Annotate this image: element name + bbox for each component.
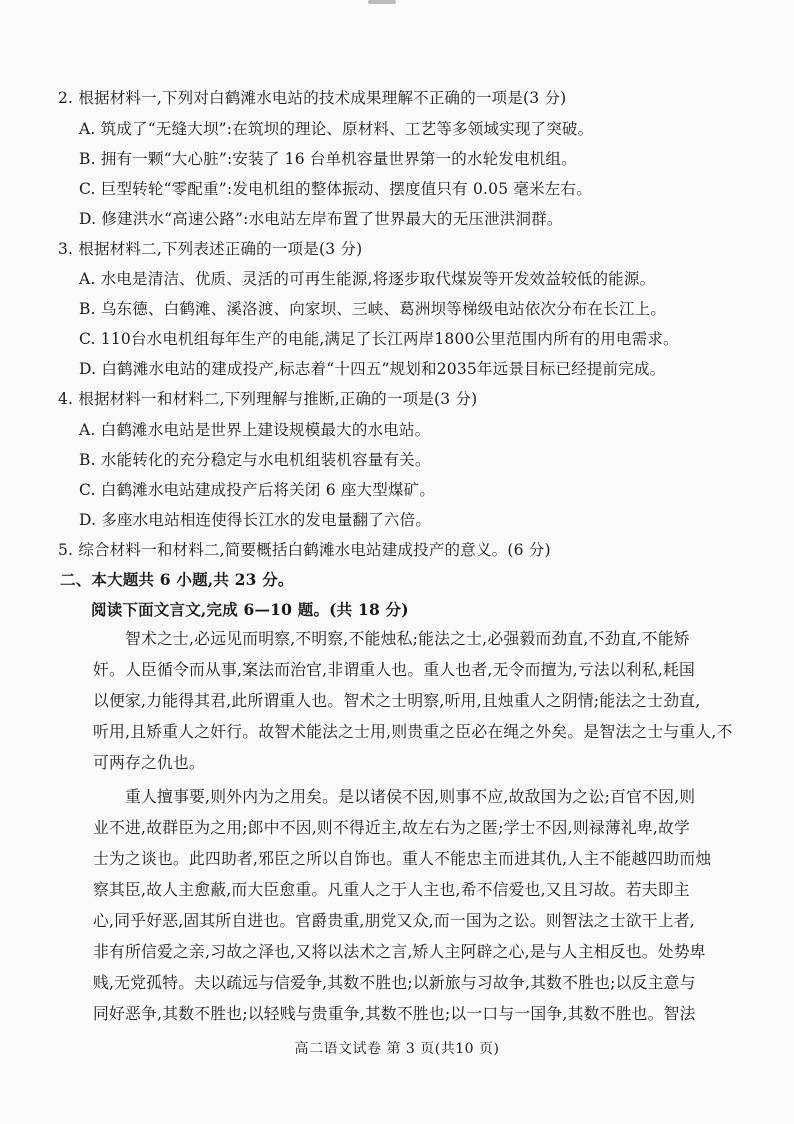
question-3-option-c: C. 110台水电机组每年生产的电能,满足了长江两岸1800公里范围内所有的用电需求。 [79,330,679,348]
passage-line: 智术之士,必远见而明察,不明察,不能烛私;能法之士,必强毅而劲直,不劲直,不能矫 [125,629,690,648]
passage-line: 非有所信爱之亲,习故之泽也,又将以法术之言,矫人主阿辟之心,是与人主相反也。处势卑 [93,942,706,961]
passage-line: 心,同乎好恶,固其所自进也。官爵贵重,朋党又众,而一国为之讼。则智法之士欲干上者, [93,911,695,930]
question-2-option-c: C. 巨型转轮“零配重”:发电机组的整体振动、摆度值只有 0.05 毫米左右。 [79,180,592,198]
passage-line: 贱,无党孤特。夫以疏远与信爱争,其数不胜也;以新旅与习故争,其数不胜也;以反主意与 [93,973,696,992]
question-4-stem: 4. 根据材料一和材料二,下列理解与推断,正确的一项是(3 分) [58,390,478,408]
question-2-stem: 2. 根据材料一,下列对白鹤滩水电站的技术成果理解不正确的一项是(3 分) [58,89,567,107]
question-2-option-b: B. 拥有一颗“大心脏”:安装了 16 台单机容量世界第一的水轮发电机组。 [79,150,577,168]
passage-line: 重人擅事要,则外内为之用矣。是以诸侯不因,则事不应,故敌国为之讼;百官不因,则 [125,787,696,806]
passage-line: 士为之谈也。此四助者,邪臣之所以自饰也。重人不能忠主而进其仇,人主不能越四助而烛 [93,849,712,868]
page-footer: 高二语文试卷 第 3 页(共10 页) [294,1041,500,1057]
passage-line: 可两存之仇也。 [93,753,205,772]
question-3-stem: 3. 根据材料二,下列表述正确的一项是(3 分) [58,240,363,258]
passage-line: 以便家,力能得其君,此所谓重人也。智术之士明察,听用,且烛重人之阴情;能法之士劲直, [93,691,701,710]
question-4-option-d: D. 多座水电站相连使得长江水的发电量翻了六倍。 [79,511,432,529]
question-2-option-a: A. 筑成了“无缝大坝”:在筑坝的理论、原材料、工艺等多领域实现了突破。 [79,120,594,138]
section-subtitle: 阅读下面文言文,完成 6—10 题。(共 18 分) [91,600,409,619]
passage-line: 奸。人臣循令而从事,案法而治官,非谓重人也。重人也者,无令而擅为,亏法以利私,耗国 [93,660,695,679]
section-title: 二、本大题共 6 小题,共 23 分。 [60,570,294,589]
question-5-stem: 5. 综合材料一和材料二,简要概括白鹤滩水电站建成投产的意义。(6 分) [58,541,551,559]
question-3-option-d: D. 白鹤滩水电站的建成投产,标志着“十四五”规划和2035年远景目标已经提前完成。 [79,360,666,378]
passage-line: 同好恶争,其数不胜也;以轻贱与贵重争,其数不胜也;以一口与一国争,其数不胜也。智法 [93,1004,696,1023]
passage-line: 业不进,故群臣为之用;郎中不因,则不得近主,故左右为之匿;学士不因,则禄薄礼卑,故学 [93,818,691,837]
question-4-option-c: C. 白鹤滩水电站建成投产后将关闭 6 座大型煤矿。 [79,481,436,499]
scan-mark [368,0,396,4]
question-3-option-a: A. 水电是清洁、优质、灵活的可再生能源,将逐步取代煤炭等开发效益较低的能源。 [79,270,656,288]
question-2-option-d: D. 修建洪水“高速公路”:水电站左岸布置了世界最大的无压泄洪洞群。 [79,210,563,228]
question-4-option-b: B. 水能转化的充分稳定与水电机组装机容量有关。 [79,451,431,469]
question-4-option-a: A. 白鹤滩水电站是世界上建设规模最大的水电站。 [79,421,431,439]
question-3-option-b: B. 乌东德、白鹤滩、溪洛渡、向家坝、三峡、葛洲坝等梯级电站依次分布在长江上。 [79,300,667,318]
passage-line: 察其臣,故人主愈蔽,而大臣愈重。凡重人之于人主也,希不信爱也,又且习故。若夫即主 [93,880,690,899]
passage-line: 听用,且矫重人之奸行。故智术能法之士用,则贵重之臣必在绳之外矣。是智法之士与重人,不 [93,722,733,741]
